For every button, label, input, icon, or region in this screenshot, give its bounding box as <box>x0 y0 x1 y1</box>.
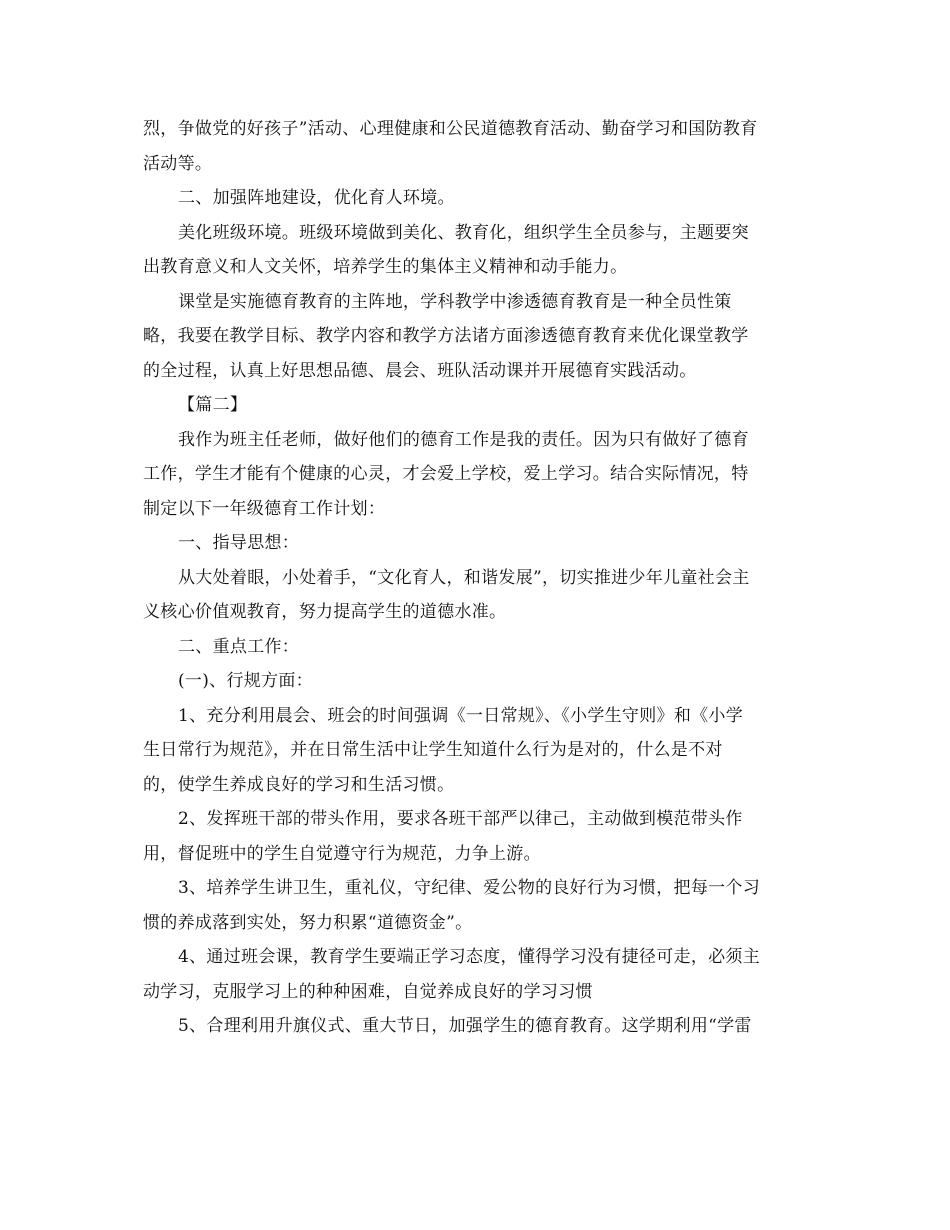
text-line: 2、发挥班干部的带头作用，要求各班干部严以律己，主动做到模范带头作 <box>178 809 743 829</box>
text-line: 活动等。 <box>143 153 213 174</box>
text-line: 义核心价值观教育，努力提高学生的道德水准。 <box>143 602 507 622</box>
text-line: 出教育意义和人文关怀，培养学生的集体主义精神和动手能力。 <box>143 257 628 277</box>
list-item-1 <box>143 699 818 803</box>
part-heading-part-two <box>143 388 818 423</box>
text-line: 二、重点工作： <box>178 636 300 657</box>
text-line: 生日常行为规范》，并在日常生活中让学生知道什么行为是对的，什么是不对 <box>143 740 723 760</box>
section-heading-position-building <box>143 181 818 216</box>
text-line: 的，使学生养成良好的学习和生活习惯。 <box>143 774 455 795</box>
text-line: 从大处着眼，小处着手，“文化育人，和谐发展”，切实推进少年儿童社会主 <box>178 567 750 588</box>
text-line: 惯的养成落到实处，努力积累“道德资金”。 <box>143 912 473 933</box>
text-line: 课堂是实施德育教育的主阵地，学科教学中渗透德育教育是一种全员性策 <box>178 291 732 312</box>
section-heading-guiding-thought <box>143 526 818 561</box>
text-line: 一、指导思想： <box>178 533 300 553</box>
paragraph-class-environment <box>143 216 818 285</box>
list-item-3 <box>143 871 818 940</box>
text-line: 我作为班主任老师，做好他们的德育工作是我的责任。因为只有做好了德育 <box>178 429 749 450</box>
paragraph-activities-continued <box>143 112 818 181</box>
text-line: 二、加强阵地建设，优化育人环境。 <box>178 188 455 208</box>
text-line: 动学习，克服学习上的种种困难，自觉养成良好的学习习惯 <box>143 981 593 1002</box>
text-line: 美化班级环境。班级环境做到美化、教育化，组织学生全员参与，主题要突 <box>178 222 749 243</box>
section-heading-key-work <box>143 630 818 665</box>
text-line: 【篇二】 <box>178 395 248 415</box>
list-item-5 <box>143 1009 818 1044</box>
text-line: 工作，学生才能有个健康的心灵，才会爱上学校，爱上学习。结合实际情况，特 <box>143 464 749 484</box>
text-line: 制定以下一年级德育工作计划： <box>143 498 386 519</box>
text-line: 1、充分利用晨会、班会的时间强调《一日常规》、《小学生守则》和《小学 <box>178 705 744 726</box>
paragraph-guiding-thought <box>143 561 818 630</box>
text-line: 烈，争做党的好孩子”活动、心理健康和公民道德教育活动、勤奋学习和国防教育 <box>143 119 758 139</box>
list-item-2 <box>143 802 818 871</box>
text-line: 3、培养学生讲卫生，重礼仪，守纪律、爱公物的良好行为习惯，把每一个习 <box>178 878 761 898</box>
paragraph-introduction <box>143 423 818 527</box>
text-line: 用，督促班中的学生自觉遵守行为规范，力争上游。 <box>143 843 541 864</box>
text-line: (一)、行规方面： <box>178 671 313 691</box>
text-line: 略，我要在教学目标、教学内容和教学方法诸方面渗透德育教育来优化课堂教学 <box>143 326 749 346</box>
text-line: 4、通过班会课，教育学生要端正学习态度，懂得学习没有捷径可走，必须主 <box>178 947 761 967</box>
text-line: 的全过程，认真上好思想品德、晨会、班队活动课并开展德育实践活动。 <box>143 360 697 381</box>
text-line: 5、合理利用升旗仪式、重大节日，加强学生的德育教育。这学期利用“学雷 <box>178 1016 752 1036</box>
document-body <box>143 112 818 1044</box>
subsection-heading-conduct <box>143 664 818 699</box>
paragraph-classroom-moral-education <box>143 285 818 389</box>
list-item-4 <box>143 940 818 1009</box>
